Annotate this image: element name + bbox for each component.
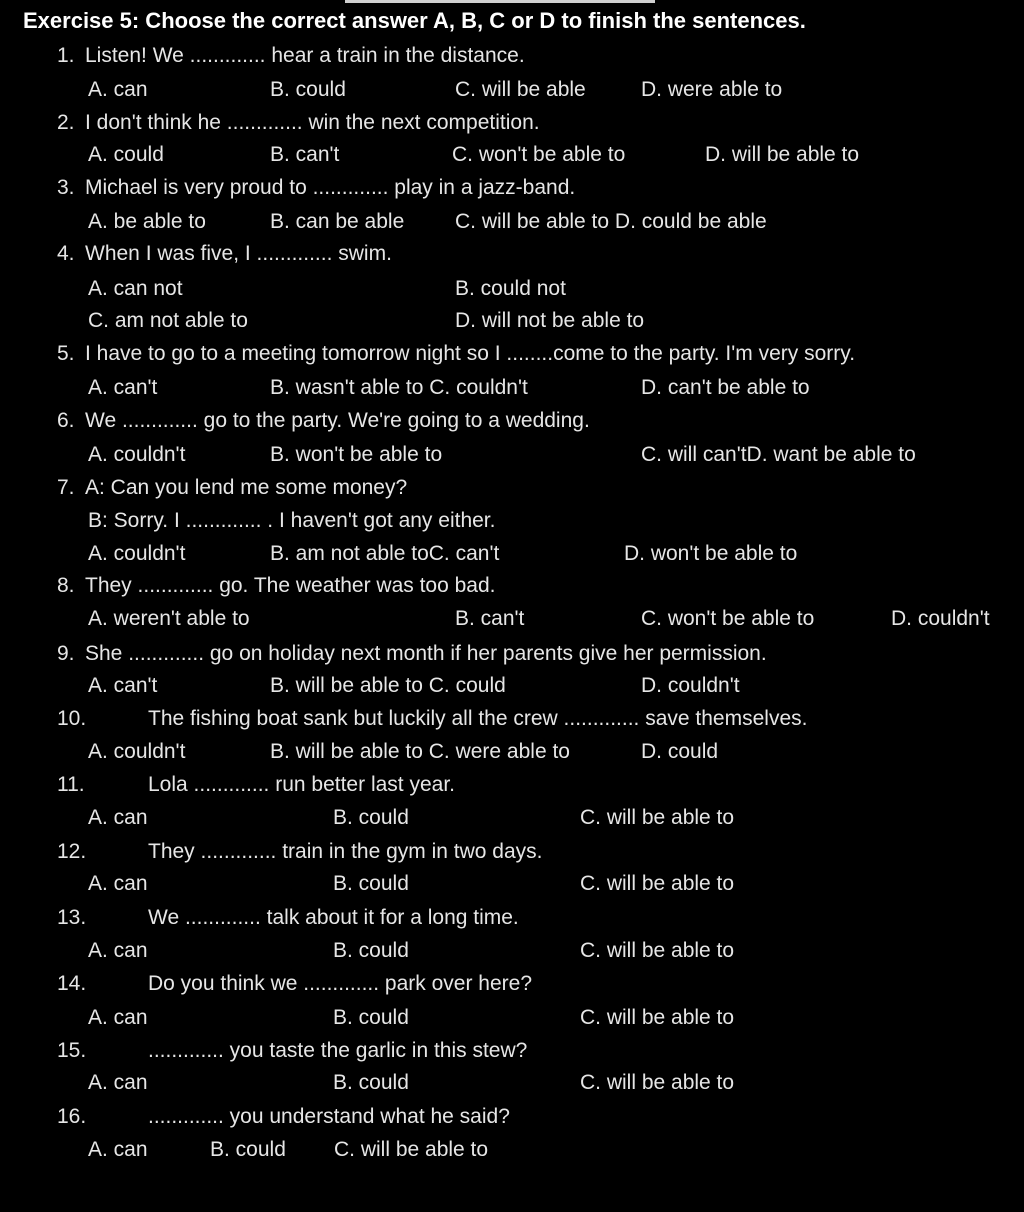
question-11-option-c: C. will be able to bbox=[580, 806, 735, 829]
question-14-option-a: A. can bbox=[88, 1006, 148, 1029]
question-7-option-a: A. couldn't bbox=[88, 542, 186, 565]
question-2-option-b: B. can't bbox=[270, 143, 340, 166]
question-5-option-d: D. can't be able to bbox=[641, 376, 810, 399]
question-1-option-b: B. could bbox=[270, 78, 346, 101]
question-9-option-bc: B. will be able to C. could bbox=[270, 674, 506, 697]
question-3-option-a: A. be able to bbox=[88, 210, 206, 233]
question-4-number: 4. bbox=[57, 242, 75, 265]
question-2-option-d: D. will be able to bbox=[705, 143, 860, 166]
question-8-option-a: A. weren't able to bbox=[88, 607, 250, 630]
question-1-option-d: D. were able to bbox=[641, 78, 783, 101]
question-2-option-c: C. won't be able to bbox=[452, 143, 626, 166]
question-6-text: We ............. go to the party. We're going to a wedding. bbox=[85, 409, 590, 432]
question-8-option-d: D. couldn't bbox=[891, 607, 990, 630]
question-3-option-b: B. can be able bbox=[270, 210, 405, 233]
question-15-number: 15. bbox=[57, 1039, 87, 1062]
question-11-option-b: B. could bbox=[333, 806, 409, 829]
scan-edge-mark bbox=[345, 0, 655, 3]
question-4-text: When I was five, I ............. swim. bbox=[85, 242, 392, 265]
question-1-text: Listen! We ............. hear a train in the distance. bbox=[85, 44, 525, 67]
question-14-text: Do you think we ............. park over here? bbox=[148, 972, 533, 995]
question-16-number: 16. bbox=[57, 1105, 87, 1128]
question-15-option-a: A. can bbox=[88, 1071, 148, 1094]
question-3-number: 3. bbox=[57, 176, 75, 199]
question-10-option-d: D. could bbox=[641, 740, 719, 763]
question-1-option-c: C. will be able bbox=[455, 78, 586, 101]
question-5-number: 5. bbox=[57, 342, 75, 365]
question-13-option-c: C. will be able to bbox=[580, 939, 735, 962]
question-13-option-b: B. could bbox=[333, 939, 409, 962]
question-4-option-a: A. can not bbox=[88, 277, 183, 300]
question-8-number: 8. bbox=[57, 574, 75, 597]
question-16-text: ............. you understand what he said? bbox=[148, 1105, 510, 1128]
question-5-option-bc: B. wasn't able to C. couldn't bbox=[270, 376, 528, 399]
question-4-option-c: C. am not able to bbox=[88, 309, 248, 332]
question-4-option-d: D. will not be able to bbox=[455, 309, 645, 332]
question-5-text: I have to go to a meeting tomorrow night so I ........come to the party. I'm very sorry. bbox=[85, 342, 856, 365]
question-2-number: 2. bbox=[57, 111, 75, 134]
question-10-number: 10. bbox=[57, 707, 87, 730]
question-10-option-bc: B. will be able to C. were able to bbox=[270, 740, 570, 763]
question-7-option-d: D. won't be able to bbox=[624, 542, 798, 565]
question-6-option-cd: C. will can'tD. want be able to bbox=[641, 443, 916, 466]
question-11-number: 11. bbox=[57, 773, 85, 796]
question-16-option-a: A. can bbox=[88, 1138, 148, 1161]
question-8-option-c: C. won't be able to bbox=[641, 607, 815, 630]
question-13-text: We ............. talk about it for a long time. bbox=[148, 906, 519, 929]
question-15-option-c: C. will be able to bbox=[580, 1071, 735, 1094]
question-16-option-c: C. will be able to bbox=[334, 1138, 489, 1161]
question-9-option-d: D. couldn't bbox=[641, 674, 740, 697]
question-7-option-bc: B. am not able toC. can't bbox=[270, 542, 500, 565]
question-11-text: Lola ............. run better last year. bbox=[148, 773, 455, 796]
question-9-option-a: A. can't bbox=[88, 674, 158, 697]
question-7-text-line-2: B: Sorry. I ............. . I haven't got any either. bbox=[88, 509, 496, 532]
question-1-number: 1. bbox=[57, 44, 75, 67]
question-14-number: 14. bbox=[57, 972, 87, 995]
question-2-text: I don't think he ............. win the next competition. bbox=[85, 111, 540, 134]
question-15-text: ............. you taste the garlic in this stew? bbox=[148, 1039, 528, 1062]
question-10-text: The fishing boat sank but luckily all the crew ............. save themselves. bbox=[148, 707, 808, 730]
question-14-option-b: B. could bbox=[333, 1006, 409, 1029]
question-12-text: They ............. train in the gym in two days. bbox=[148, 840, 543, 863]
exercise-title: Exercise 5: Choose the correct answer A, B, C or D to finish the sentences. bbox=[23, 8, 806, 33]
question-10-option-a: A. couldn't bbox=[88, 740, 186, 763]
question-6-option-a: A. couldn't bbox=[88, 443, 186, 466]
question-7-text: A: Can you lend me some money? bbox=[85, 476, 408, 499]
question-12-option-c: C. will be able to bbox=[580, 872, 735, 895]
question-8-text: They ............. go. The weather was too bad. bbox=[85, 574, 496, 597]
question-16-option-b: B. could bbox=[210, 1138, 286, 1161]
question-7-number: 7. bbox=[57, 476, 75, 499]
question-9-text: She ............. go on holiday next month if her parents give her permission. bbox=[85, 642, 767, 665]
question-4-option-b: B. could not bbox=[455, 277, 566, 300]
question-13-number: 13. bbox=[57, 906, 87, 929]
question-1-option-a: A. can bbox=[88, 78, 148, 101]
question-8-option-b: B. can't bbox=[455, 607, 525, 630]
question-15-option-b: B. could bbox=[333, 1071, 409, 1094]
question-2-option-a: A. could bbox=[88, 143, 164, 166]
question-6-number: 6. bbox=[57, 409, 75, 432]
question-13-option-a: A. can bbox=[88, 939, 148, 962]
question-3-option-cd: C. will be able to D. could be able bbox=[455, 210, 767, 233]
question-9-number: 9. bbox=[57, 642, 75, 665]
question-11-option-a: A. can bbox=[88, 806, 148, 829]
question-3-text: Michael is very proud to ............. play in a jazz-band. bbox=[85, 176, 576, 199]
question-12-option-b: B. could bbox=[333, 872, 409, 895]
question-6-option-b: B. won't be able to bbox=[270, 443, 443, 466]
question-5-option-a: A. can't bbox=[88, 376, 158, 399]
question-12-option-a: A. can bbox=[88, 872, 148, 895]
question-12-number: 12. bbox=[57, 840, 87, 863]
question-14-option-c: C. will be able to bbox=[580, 1006, 735, 1029]
